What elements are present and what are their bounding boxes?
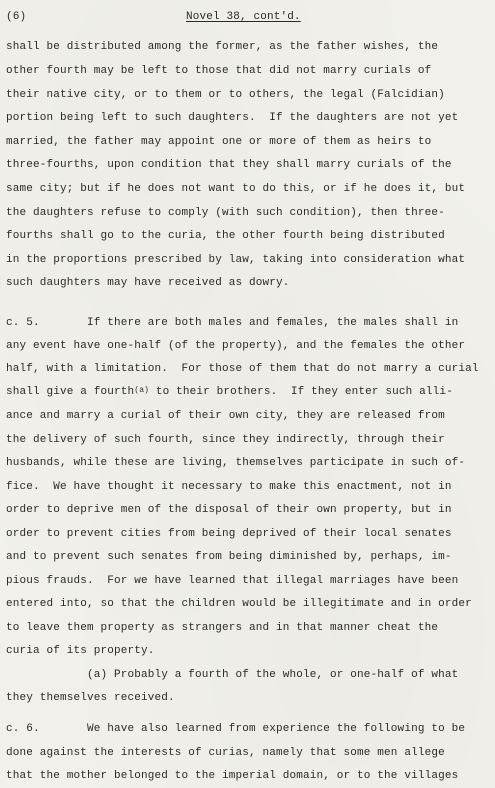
text-line: and to prevent such senates from being diminished by, perhaps, im- — [6, 551, 452, 563]
text-line: half, with a limitation. For those of them that do not marry a curial — [6, 363, 479, 375]
text-line: to leave them property as strangers and in that manner cheat the — [6, 622, 439, 634]
section-6-line: c. 6. We have also learned from experience the following to be — [6, 723, 466, 735]
text-line: other fourth may be left to those that did not marry curials of — [6, 65, 432, 77]
text-line: order to prevent cities from being deprived of their local senates — [6, 528, 452, 540]
text-line: husbands, while these are living, themselves participate in such of- — [6, 457, 466, 469]
text-fragment: to their brothers. If they enter such alli- — [149, 386, 453, 398]
text-line: entered into, so that the children would be illegitimate and in order — [6, 598, 472, 610]
text-line: ance and marry a curial of their own city, they are released from — [6, 410, 445, 422]
text-line: that the mother belonged to the imperial domain, or to the villages — [6, 770, 459, 782]
text-line: the daughters refuse to comply (with such condition), then three- — [6, 207, 445, 219]
text-line: such daughters may have received as dowry. — [6, 277, 290, 289]
text-fragment: shall give a fourth — [6, 386, 135, 398]
page-title: Novel 38, cont'd. — [186, 11, 301, 23]
text-line: fice. We have thought it necessary to make this enactment, not in — [6, 481, 452, 493]
text-line: in the proportions prescribed by law, taking into consideration what — [6, 254, 466, 266]
text-line: three-fourths, upon condition that they shall marry curials of the — [6, 159, 452, 171]
text-line: pious frauds. For we have learned that illegal marriages have been — [6, 575, 459, 587]
text-line: same city; but if he does not want to do this, or if he does it, but — [6, 183, 466, 195]
footnote-line: they themselves received. — [6, 692, 175, 704]
text-line: their native city, or to them or to others, the legal (Falcidian) — [6, 89, 445, 101]
text-line: order to deprive men of the disposal of their own property, but in — [6, 504, 452, 516]
text-line: fourths shall go to the curia, the other fourth being distributed — [6, 230, 445, 242]
footnote-line: (a) Probably a fourth of the whole, or one-half of what — [6, 669, 459, 681]
section-5-line: c. 5. If there are both males and females, the males shall in — [6, 317, 459, 329]
text-line: curia of its property. — [6, 645, 155, 657]
text-line: done against the interests of curias, namely that some men allege — [6, 747, 445, 759]
text-line: married, the father may appoint one or more of them as heirs to — [6, 136, 432, 148]
text-line: portion being left to such daughters. If the daughters are not yet — [6, 112, 459, 124]
page-number: (6) — [6, 11, 27, 23]
text-line: any event have one-half (of the property), and the females the other — [6, 340, 466, 352]
text-line: shall be distributed among the former, as the father wishes, the — [6, 41, 439, 53]
text-line — [6, 385, 453, 400]
footnote-reference: (a) — [134, 386, 150, 395]
text-line: the delivery of such fourth, since they indirectly, through their — [6, 434, 445, 446]
